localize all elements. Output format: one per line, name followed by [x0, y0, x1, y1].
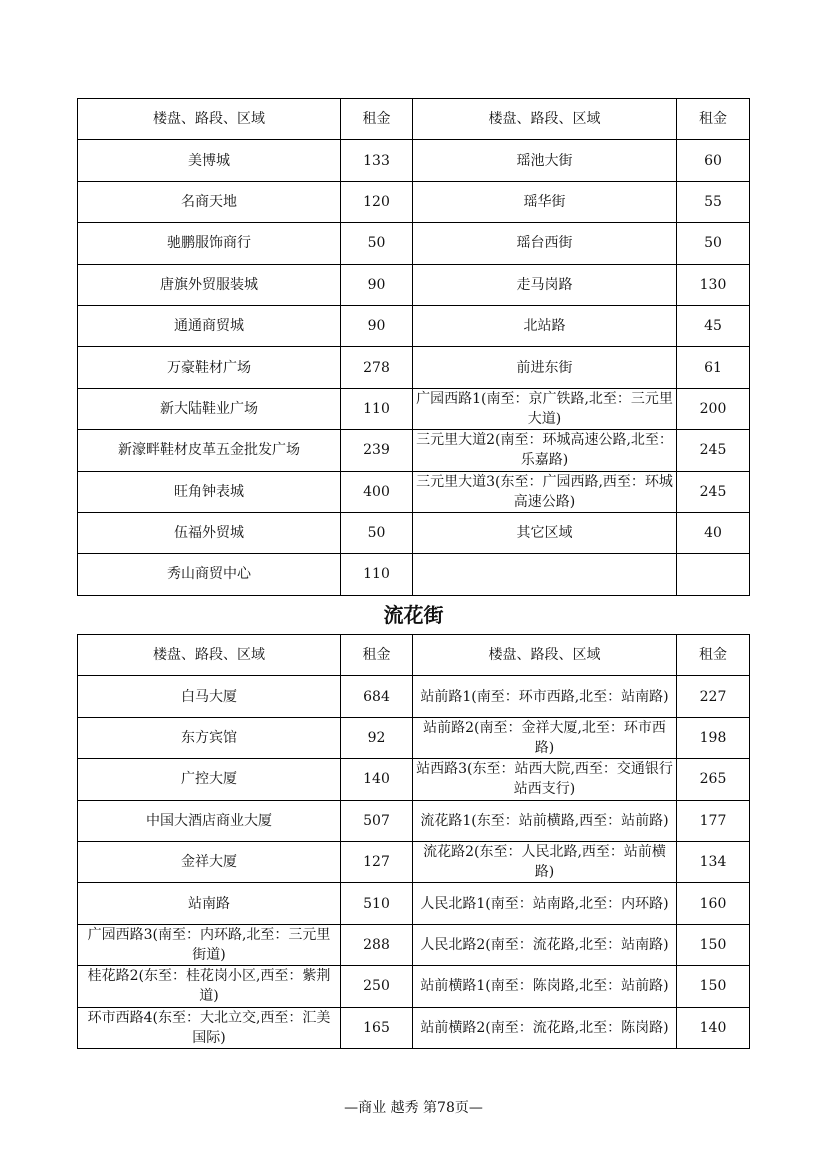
- location-cell: 美博城: [78, 140, 341, 181]
- table-row: [78, 181, 750, 222]
- table-header-row: [78, 635, 750, 676]
- table-header-cell: 楼盘、路段、区域: [78, 99, 341, 140]
- location-cell: 伍福外贸城: [78, 512, 341, 553]
- rent-cell: 60: [677, 140, 750, 181]
- table-row: [78, 841, 750, 882]
- rent-cell: 245: [677, 471, 750, 512]
- location-cell: 瑶华街: [413, 181, 677, 222]
- rent-cell: 45: [677, 305, 750, 346]
- table-header-cell: 租金: [677, 99, 750, 140]
- location-cell: 通通商贸城: [78, 305, 341, 346]
- table-header-cell: 租金: [677, 635, 750, 676]
- table-row: [78, 554, 750, 595]
- table-row: [78, 140, 750, 181]
- table-row: [78, 512, 750, 553]
- location-cell: 广控大厦: [78, 759, 341, 800]
- location-cell: 新濠畔鞋材皮革五金批发广场: [78, 430, 341, 471]
- location-cell: 桂花路2(东至：桂花岗小区,西至：紫荆道): [78, 966, 341, 1007]
- rent-cell: 55: [677, 181, 750, 222]
- location-cell: 环市西路4(东至：大北立交,西至：汇美国际): [78, 1007, 341, 1048]
- table-row: [78, 223, 750, 264]
- section-title-liuhua: 流花街: [383, 603, 444, 627]
- rent-cell: 150: [677, 966, 750, 1007]
- table-row: [78, 676, 750, 717]
- rent-cell: 510: [341, 883, 413, 924]
- location-cell: 人民北路1(南至：站南路,北至：内环路): [413, 883, 677, 924]
- rent-table-2-body: [78, 635, 750, 1049]
- rent-cell: 90: [341, 305, 413, 346]
- location-cell: 站前横路2(南至：流花路,北至：陈岗路): [413, 1007, 677, 1048]
- table-row: [78, 883, 750, 924]
- table-row: [78, 347, 750, 388]
- table-row: [78, 966, 750, 1007]
- table-header-cell: 楼盘、路段、区域: [413, 635, 677, 676]
- rent-cell: 50: [341, 223, 413, 264]
- location-cell: 瑶池大街: [413, 140, 677, 181]
- rent-cell: 200: [677, 388, 750, 429]
- rent-cell: 227: [677, 676, 750, 717]
- rent-cell: 50: [677, 223, 750, 264]
- location-cell: 名商天地: [78, 181, 341, 222]
- location-cell: 驰鹏服饰商行: [78, 223, 341, 264]
- location-cell: 白马大厦: [78, 676, 341, 717]
- rent-cell: 198: [677, 717, 750, 758]
- location-cell: 广园西路3(南至：内环路,北至：三元里街道): [78, 924, 341, 965]
- location-cell: [413, 554, 677, 595]
- rent-cell: 127: [341, 841, 413, 882]
- table-row: [78, 1007, 750, 1048]
- rent-cell: 140: [341, 759, 413, 800]
- table-row: [78, 717, 750, 758]
- table-header-cell: 楼盘、路段、区域: [413, 99, 677, 140]
- table-row: [78, 800, 750, 841]
- rent-cell: 130: [677, 264, 750, 305]
- location-cell: 金祥大厦: [78, 841, 341, 882]
- rent-cell: 140: [677, 1007, 750, 1048]
- rent-cell: 133: [341, 140, 413, 181]
- table-header-cell: 租金: [341, 635, 413, 676]
- rent-cell: 265: [677, 759, 750, 800]
- rent-cell: 90: [341, 264, 413, 305]
- location-cell: 三元里大道2(南至：环城高速公路,北至：乐嘉路): [413, 430, 677, 471]
- location-cell: 站西路3(东至：站西大院,西至：交通银行站西支行): [413, 759, 677, 800]
- location-cell: 旺角钟表城: [78, 471, 341, 512]
- table-row: [78, 305, 750, 346]
- location-cell: 唐旗外贸服装城: [78, 264, 341, 305]
- rent-cell: 165: [341, 1007, 413, 1048]
- rent-cell: 50: [341, 512, 413, 553]
- table-header-cell: 租金: [341, 99, 413, 140]
- table-row: [78, 264, 750, 305]
- table-row: [78, 759, 750, 800]
- table-row: [78, 924, 750, 965]
- location-cell: 站前横路1(南至：陈岗路,北至：站前路): [413, 966, 677, 1007]
- rent-cell: 288: [341, 924, 413, 965]
- table-row: [78, 471, 750, 512]
- rent-cell: 278: [341, 347, 413, 388]
- location-cell: 东方宾馆: [78, 717, 341, 758]
- rent-cell: 239: [341, 430, 413, 471]
- location-cell: 走马岗路: [413, 264, 677, 305]
- rent-table-1: [77, 98, 750, 596]
- table-header-cell: 楼盘、路段、区域: [78, 635, 341, 676]
- rent-cell: 245: [677, 430, 750, 471]
- rent-cell: 684: [341, 676, 413, 717]
- location-cell: 秀山商贸中心: [78, 554, 341, 595]
- rent-cell: 110: [341, 554, 413, 595]
- rent-cell: 507: [341, 800, 413, 841]
- location-cell: 三元里大道3(东至：广园西路,西至：环城高速公路): [413, 471, 677, 512]
- location-cell: 流花路1(东至：站前横路,西至：站前路): [413, 800, 677, 841]
- rent-cell: 40: [677, 512, 750, 553]
- location-cell: 站南路: [78, 883, 341, 924]
- table-header-row: [78, 99, 750, 140]
- rent-cell: [677, 554, 750, 595]
- rent-cell: 400: [341, 471, 413, 512]
- rent-cell: 110: [341, 388, 413, 429]
- location-cell: 流花路2(东至：人民北路,西至：站前横路): [413, 841, 677, 882]
- rent-cell: 177: [677, 800, 750, 841]
- location-cell: 广园西路1(南至：京广铁路,北至：三元里大道): [413, 388, 677, 429]
- location-cell: 万豪鞋材广场: [78, 347, 341, 388]
- table-row: [78, 388, 750, 429]
- rent-table-2: [77, 634, 750, 1049]
- rent-cell: 134: [677, 841, 750, 882]
- location-cell: 新大陆鞋业广场: [78, 388, 341, 429]
- table-row: [78, 430, 750, 471]
- location-cell: 其它区域: [413, 512, 677, 553]
- location-cell: 人民北路2(南至：流花路,北至：站南路): [413, 924, 677, 965]
- location-cell: 瑶台西街: [413, 223, 677, 264]
- location-cell: 中国大酒店商业大厦: [78, 800, 341, 841]
- rent-cell: 150: [677, 924, 750, 965]
- rent-cell: 120: [341, 181, 413, 222]
- location-cell: 站前路1(南至：环市西路,北至：站南路): [413, 676, 677, 717]
- location-cell: 前进东街: [413, 347, 677, 388]
- rent-cell: 160: [677, 883, 750, 924]
- rent-table-1-body: [78, 99, 750, 596]
- rent-cell: 61: [677, 347, 750, 388]
- page-footer: —商业 越秀 第78页—: [344, 1100, 483, 1116]
- rent-cell: 92: [341, 717, 413, 758]
- rent-cell: 250: [341, 966, 413, 1007]
- location-cell: 站前路2(南至：金祥大厦,北至：环市西路): [413, 717, 677, 758]
- location-cell: 北站路: [413, 305, 677, 346]
